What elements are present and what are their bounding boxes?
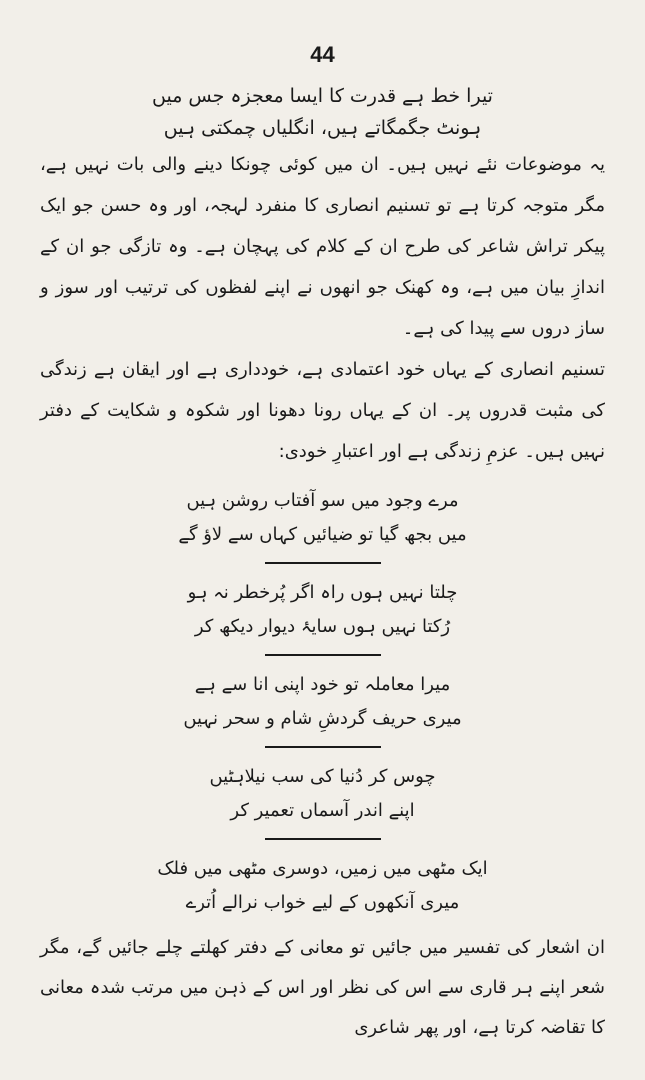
verse-line: ایک مٹھی میں زمیں، دوسری مٹھی میں فلک [157,858,488,879]
paragraph-self-confidence: تسنیم انصاری کے یہاں خود اعتمادی ہے، خودداری ہے اور ایقان ہے زندگی کی مثبت قدروں پر۔ ان کے یہاں رونا دھونا اور شکوہ و شکایت کے دفتر نہیں ہیں۔ عزمِ زندگی ہے اور اعتبارِ خودی: [40,359,605,462]
verse-block-4 [40,760,605,828]
verse-line: میرا معاملہ تو خود اپنی انا سے ہے [194,674,451,695]
verse-line: چلتا نہیں ہوں راہ اگر پُرخطر نہ ہو [187,582,458,603]
verse-block-1 [40,484,605,552]
page-number: 44 [310,42,335,67]
verse-line: میری حریف گردشِ شام و سحر نہیں [183,708,462,729]
couplet-line-1: تیرا خط ہے قدرت کا ایسا معجزہ جس میں [152,85,493,107]
verse-divider [265,838,381,840]
verse-divider [265,654,381,656]
verse-divider [265,562,381,564]
verse-line: رُکتا نہیں ہوں سایۂ دیوار دیکھ کر [194,616,451,637]
opening-couplet [40,80,605,144]
verse-block-2 [40,576,605,644]
paragraph-themes: یہ موضوعات نئے نہیں ہیں۔ ان میں کوئی چونکا دینے والی بات نہیں ہے، مگر متوجہ کرتا ہے تو تسنیم انصاری کا منفرد لہجہ، اور وہ حسن جو ایک پیکر تراش شاعر کی طرح ان کے کلام کی پہچان ہے۔ وہ تازگی جو ان کے اندازِ بیان میں ہے، وہ کھنک جو انھوں نے اپنے لفظوں کی ترتیب اور سوز و ساز دروں سے پیدا کی ہے۔ [40,154,605,339]
verse-line: مرے وجود میں سو آفتاب روشن ہیں [186,490,459,511]
verse-line: چوس کر دُنیا کی سب نیلاہٹیں [209,766,436,787]
verse-line: میری آنکھوں کے لیے خواب نرالے اُترے [185,892,460,913]
couplet-line-2: ہونٹ جگمگاتے ہیں، انگلیاں چمکتی ہیں [163,117,482,139]
verse-line: میں بجھ گیا تو ضیائیں کہاں سے لاؤ گے [178,524,467,545]
verse-block-5 [40,852,605,920]
verse-line: اپنے اندر آسماں تعمیر کر [230,800,415,821]
verse-block-3 [40,668,605,736]
closing-paragraph: ان اشعار کی تفسیر میں جائیں تو معانی کے دفتر کھلتے چلے جائیں گے، مگر شعر اپنے ہر قاری سے اس کی نظر اور اس کے ذہن میں مرتب شدہ معانی کا تقاضہ کرتا ہے، اور پھر شاعری [40,937,605,1038]
verse-divider [265,746,381,748]
